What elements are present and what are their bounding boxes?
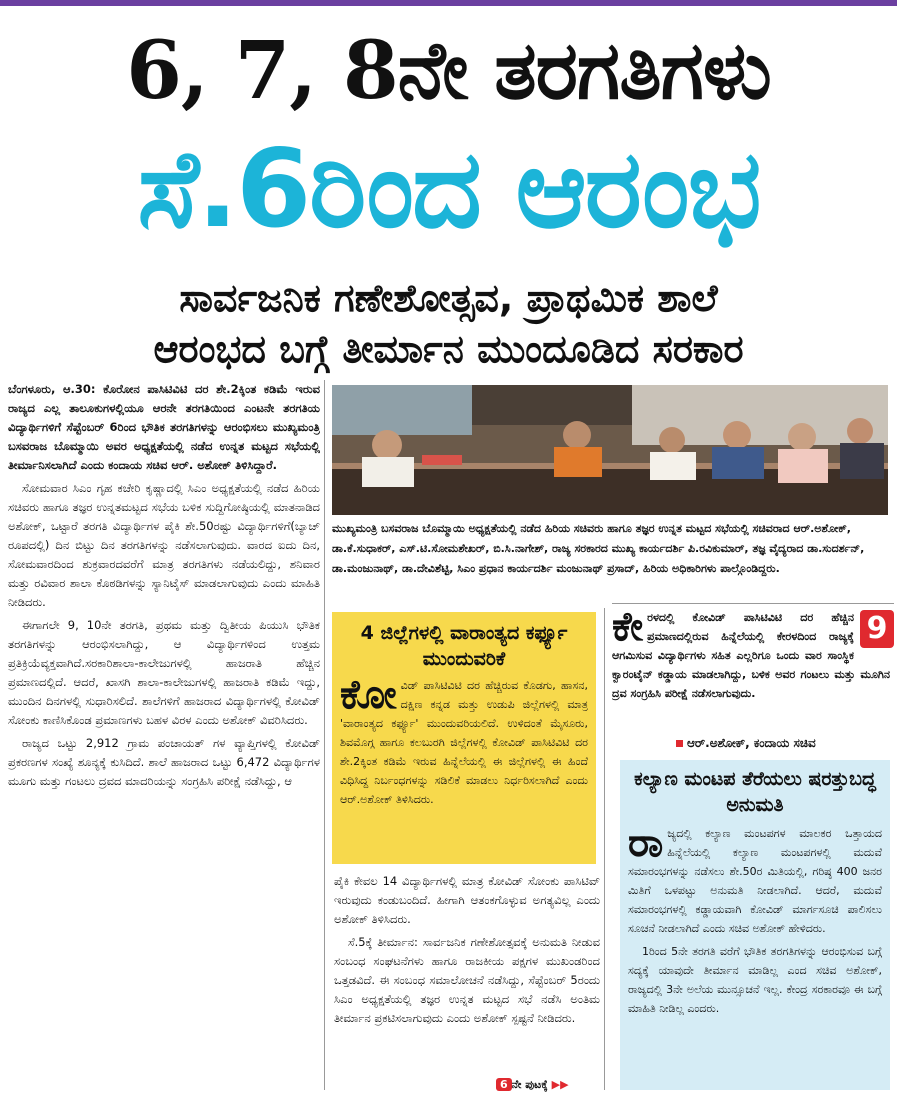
continued-page-number: 6 [496, 1078, 512, 1091]
byline-text: ಆರ್.ಅಶೋಕ್, ಕಂದಾಯ ಸಚಿವ [687, 736, 816, 750]
subheadline-line-2: ಆರಂಭದ ಬಗ್ಗೆ ತೀರ್ಮಾನ ಮುಂದೂಡಿದ ಸರಕಾರ [153, 327, 744, 371]
kerala-body: ರಳದಲ್ಲಿ ಕೋವಿಡ್ ಪಾಸಿಟಿವಿಟಿ ದರ ಹೆಚ್ಚಿನ ಪ್ರಮಾಣದಲ್ಲಿರುವ ಹಿನ್ನೆಲೆಯಲ್ಲಿ ಕೇರಳದಿಂದ ರಾಜ್ಯಕ್ಕೆ ಆಗಮಿಸುವ ವಿದ್ಯಾರ್ಥಿಗಳು ಸಹಿತ ಎಲ್ಲರಿಗೂ ಒಂದು ವಾರ ಸಾಂಸ್ಥಿಕ ಕ್ವಾರಂಟೈನ್ ಕಡ್ಡಾಯ ಮಾಡಲಾಗಿದ್ದು, ಬಳಿಕ ಅವರ ಗಂಟಲು ಮತ್ತು ಮೂಗಿನ ದ್ರವ ಸಂಗ್ರಹಿಸಿ ಪರೀಕ್ಷೆ ನಡೆಸಲಾಗುವುದು. [612, 611, 890, 700]
curfew-dropcap: ಕೋ [340, 672, 397, 718]
wedding-hall-paragraph: 1ರಿಂದ 5ನೇ ತರಗತಿ ವರೆಗೆ ಭೌತಿಕ ತರಗತಿಗಳನ್ನು ಆರಂಭಿಸುವ ಬಗ್ಗೆ ಸದ್ಯಕ್ಕೆ ಯಾವುದೇ ತೀರ್ಮಾನ ಮಾಡಿಲ್ಲ ಎಂದ ಸಚಿವ ಅಶೋಕ್, ರಾಜ್ಯದಲ್ಲಿ 3ನೇ ಅಲೆಯ ಮುನ್ಸೂಚನೆ ಇಲ್ಲ. ಕೇಂದ್ರ ಸರಕಾರವೂ ಈ ಬಗ್ಗೆ ಮಾಹಿತಿ ನೀಡಿಲ್ಲ ಎಂದರು. [628, 945, 882, 1015]
meeting-photo-illustration [332, 385, 888, 515]
curfew-sidebar-title: 4 ಜಿಲ್ಲೆಗಳಲ್ಲಿ ವಾರಾಂತ್ಯದ ಕರ್ಫ್ಯೂ ಮುಂದುವರಿಕೆ [360, 622, 568, 670]
top-color-bar [0, 0, 897, 6]
wedding-hall-sidebar [620, 760, 890, 1090]
main-article-paragraph: ಈಗಾಗಲೇ 9, 10ನೇ ತರಗತಿ, ಪ್ರಥಮ ಮತ್ತು ದ್ವಿತೀಯ ಪಿಯುಸಿ ಭೌತಿಕ ತರಗತಿಗಳನ್ನು ಆರಂಭಿಸಲಾಗಿದ್ದು, ಆ ವಿದ್ಯಾರ್ಥಿಗಳಿಂದ ಉತ್ತಮ ಪ್ರತಿಕ್ರಿಯೆವ್ಯಕ್ತವಾಗಿದೆ.ಸರಕಾರಿಶಾಲಾ-ಕಾಲೇಜುಗಳಲ್ಲಿ ಹಾಜರಾತಿ ಹೆಚ್ಚಿನ ಪ್ರಮಾಣದಲ್ಲಿದೆ. ಆದರೆ, ಖಾಸಗಿ ಶಾಲಾ-ಕಾಲೇಜುಗಳಲ್ಲಿ ಹಾಜರಾತಿ ಕಡಿಮೆ ಇದ್ದು, ಮುಂದಿನ ದಿನಗಳಲ್ಲಿ ಸುಧಾರಿಸಲಿದೆ. ಶಾಲೆಗಳಿಗೆ ಹಾಜರಾದ ವಿದ್ಯಾರ್ಥಿಗಳಲ್ಲಿ ಕೋವಿಡ್ ಸೋಂಕು ಕಾಣಿಸಿಕೊಂಡ ಪ್ರಮಾಣಗಳು ಬಹಳ ವಿರಳ ಎಂದು ಅಶೋಕ್ ವಿವರಿಸಿದರು. [8, 618, 320, 727]
kerala-quarantine-text [612, 608, 894, 703]
main-article-paragraph: ಸೋಮವಾರ ಸಿಎಂ ಗೃಹ ಕಚೇರಿ ಕೃಷ್ಣಾದಲ್ಲಿ ಸಿಎಂ ಅಧ್ಯಕ್ಷತೆಯಲ್ಲಿ ನಡೆದ ಹಿರಿಯ ಸಚಿವರು ಹಾಗೂ ತಜ್ಞರ ಉನ್ನತಮಟ್ಟದ ಸಭೆಯ ಬಳಿಕ ಸುದ್ದಿಗೋಷ್ಠಿಯಲ್ಲಿ ಮಾತನಾಡಿದ ಅಶೋಕ್, ಒಟ್ಟಾರೆ ತರಗತಿ ವಿದ್ಯಾರ್ಥಿಗಳ ಪೈಕಿ ಶೇ.50ರಷ್ಟು ವಿದ್ಯಾರ್ಥಿಗಳಿಗೆ(ಬ್ಯಾಚ್ ರೂಪದಲ್ಲಿ) ದಿನ ಬಿಟ್ಟು ದಿನ ತರಗತಿಗಳನ್ನು ನಡೆಸಲಾಗುವುದು. ವಾರದ ಐದು ದಿನ, ಸೋಮವಾರದಿಂದ ಶುಕ್ರವಾರದವರೆಗೆ ಮಾತ್ರ ತರಗತಿಗಳು ನಡೆಯಲಿದ್ದು, ಶನಿವಾರ ಮತ್ತು ರವಿವಾರ ಶಾಲಾ ಕೊಠಡಿಗಳನ್ನು ಸ್ಯಾನಿಟೈಸ್ ಮಾಡಲಾಗುವುದು ಎಂದು ಮಾಹಿತಿ ನೀಡಿದರು. [8, 481, 320, 609]
wedding-hall-body [620, 822, 890, 1024]
wedding-hall-title: ಕಲ್ಯಾಣ ಮಂಟಪ ತೆರೆಯಲು ಷರತ್ತುಬದ್ಧ ಅನುಮತಿ [634, 768, 876, 816]
square-bullet-icon [676, 740, 683, 747]
column-divider [324, 380, 325, 1090]
continued-on-page [496, 1078, 569, 1092]
channel-badge: 9 [860, 610, 894, 648]
curfew-sidebar-text: ವಿಡ್ ಪಾಸಿಟಿವಿಟಿ ದರ ಹೆಚ್ಚಿರುವ ಕೊಡಗು, ಹಾಸನ, ದಕ್ಷಿಣ ಕನ್ನಡ ಮತ್ತು ಉಡುಪಿ ಜಿಲ್ಲೆಗಳಲ್ಲಿ ಮಾತ್ರ 'ವಾರಾಂತ್ಯದ ಕರ್ಫ್ಯೂ' ಮುಂದುವರಿಯಲಿದೆ. ಉಳಿದಂತೆ ಮೈಸೂರು, ಶಿವಮೊಗ್ಗ ಹಾಗೂ ಕಲಬುರಗಿ ಜಿಲ್ಲೆಗಳಲ್ಲಿ ಕೋವಿಡ್ ಪಾಸಿಟಿವಿಟಿ ದರ ಶೇ.2ಕ್ಕಿಂತ ಕಡಿಮೆ ಇರುವ ಹಿನ್ನೆಲೆಯಲ್ಲಿ ಈ ಜಿಲ್ಲೆಗಳಲ್ಲಿ ಈ ಹಿಂದೆ ವಿಧಿಸಿದ್ದ ನಿರ್ಬಂಧಗಳನ್ನು ಸಡಿಲಿಕೆ ಮಾಡಲು ನಿರ್ಧರಿಸಲಾಗಿದೆ ಎಂದು ಆರ್.ಅಶೋಕ್ ತಿಳಿಸಿದರು. [340, 679, 588, 806]
section-divider [612, 603, 894, 604]
headline-line-1: 6, 7, 8ನೇ ತರಗತಿಗಳು [126, 23, 771, 117]
second-article-column [334, 872, 600, 1090]
main-article-paragraph: ಬೆಂಗಳೂರು, ಆ.30: ಕೊರೋನ ಪಾಸಿಟಿವಿಟಿ ದರ ಶೇ.2ಕ್ಕಿಂತ ಕಡಿಮೆ ಇರುವ ರಾಜ್ಯದ ಎಲ್ಲ ತಾಲೂಕುಗಳಲ್ಲಿಯೂ ಆರನೇ ತರಗತಿಯಿಂದ ಎಂಟನೇ ತರಗತಿಯ ವಿದ್ಯಾರ್ಥಿಗಳಿಗೆ ಸೆಪ್ಟೆಂಬರ್ 6ರಿಂದ ಭೌತಿಕ ತರಗತಿಗಳನ್ನು ಆರಂಭಿಸಲು ಮುಖ್ಯಮಂತ್ರಿ ಬಸವರಾಜ ಬೊಮ್ಮಾಯಿ ಅವರ ಅಧ್ಯಕ್ಷತೆಯಲ್ಲಿ ನಡೆದ ಉನ್ನತ ಮಟ್ಟದ ಸಭೆಯಲ್ಲಿ ತೀರ್ಮಾನಿಸಲಾಗಿದೆ ಎಂದು ಕಂದಾಯ ಸಚಿವ ಆರ್. ಅಶೋಕ್ ತಿಳಿಸಿದ್ದಾರೆ. [8, 382, 320, 472]
curfew-sidebar [332, 612, 596, 864]
photo-caption: ಮುಖ್ಯಮಂತ್ರಿ ಬಸವರಾಜ ಬೊಮ್ಮಾಯಿ ಅಧ್ಯಕ್ಷತೆಯಲ್ಲಿ ನಡೆದ ಹಿರಿಯ ಸಚಿವರು ಹಾಗೂ ತಜ್ಞರ ಉನ್ನತ ಮಟ್ಟದ ಸಭೆಯಲ್ಲಿ ಸಚಿವರಾದ ಆರ್.ಅಶೋಕ್, ಡಾ.ಕೆ.ಸುಧಾಕರ್, ಎಸ್.ಟಿ.ಸೋಮಶೇಖರ್, ಬಿ.ಸಿ.ನಾಗೇಶ್, ರಾಜ್ಯ ಸರಕಾರದ ಮುಖ್ಯ ಕಾರ್ಯದರ್ಶಿ ಪಿ.ರವಿಕುಮಾರ್, ತಜ್ಞ ವೈದ್ಯರಾದ ಡಾ.ಸುದರ್ಶನ್, ಡಾ.ಮಂಜುನಾಥ್, ಡಾ.ದೇವಿಶೆಟ್ಟಿ, ಸಿಎಂ ಪ್ರಧಾನ ಕಾರ್ಯದರ್ಶಿ ಮಂಜುನಾಥ್ ಪ್ರಸಾದ್, ಹಿರಿಯ ಅಧಿಕಾರಿಗಳು ಪಾಲ್ಗೊಂಡಿದ್ದರು. [332, 522, 865, 575]
second-article-paragraph: ಪೈಕಿ ಕೇವಲ 14 ವಿದ್ಯಾರ್ಥಿಗಳಲ್ಲಿ ಮಾತ್ರ ಕೋವಿಡ್ ಸೋಂಕು ಪಾಸಿಟಿವ್ ಇರುವುದು ಕಂಡುಬಂದಿದೆ. ಹೀಗಾಗಿ ಆತಂಕಗೊಳ್ಳುವ ಅಗತ್ಯವಿಲ್ಲ ಎಂದು ಅಶೋಕ್ ತಿಳಿಸಿದರು. [334, 874, 600, 926]
main-article-column [8, 380, 320, 1090]
continue-arrow-icon: ▶▶ [551, 1078, 569, 1091]
kerala-dropcap: ಕೇ [612, 608, 644, 650]
subheadline-line-1: ಸಾರ್ವಜನಿಕ ಗಣೇಶೋತ್ಸವ, ಪ್ರಾಥಮಿಕ ಶಾಲೆ [179, 276, 718, 320]
wedding-dropcap: ರಾ [628, 820, 664, 866]
headline-line-2: ಸೆ.6ರಿಂದ ಆರಂಭ [137, 127, 760, 252]
wedding-hall-text: ಜ್ಯದಲ್ಲಿ ಕಲ್ಯಾಣ ಮಂಟಪಗಳ ಮಾಲಕರ ಒತ್ತಾಯದ ಹಿನ್ನೆಲೆಯಲ್ಲಿ ಕಲ್ಯಾಣ ಮಂಟಪಗಳಲ್ಲಿ ಮದುವೆ ಸಮಾರಂಭಗಳನ್ನು ನಡೆಸಲು ಶೇ.50ರ ಮಿತಿಯಲ್ಲಿ, ಗರಿಷ್ಠ 400 ಜನರ ಮಿತಿಗೆ ಒಳಪಟ್ಟು ಅನುಮತಿ ನೀಡಲಾಗಿದೆ. ಆದರೆ, ಮದುವೆ ಸಮಾರಂಭಗಳಲ್ಲಿ ಕಡ್ಡಾಯವಾಗಿ ಕೋವಿಡ್ ಮಾರ್ಗಸೂಚಿ ಪಾಲಿಸಲು ಸೂಚನೆ ನೀಡಲಾಗಿದೆ ಎಂದು ಸಚಿವ ಅಶೋಕ್ ಹೇಳಿದರು. [628, 827, 882, 935]
main-article-paragraph: ರಾಜ್ಯದ ಒಟ್ಟು 2,912 ಗ್ರಾಮ ಪಂಚಾಯತ್ ಗಳ ವ್ಯಾಪ್ತಿಗಳಲ್ಲಿ ಕೋವಿಡ್ ಪ್ರಕರಣಗಳ ಸಂಖ್ಯೆ ಶೂನ್ಯಕ್ಕೆ ಕುಸಿದಿದೆ. ಶಾಲೆ ಹಾಜರಾದ ಒಟ್ಟು 6,472 ವಿದ್ಯಾರ್ಥಿಗಳ ಮೂಗು ಮತ್ತು ಗಂಟಲು ದ್ರವದ ಮಾದರಿಯನ್ನು ಸಂಗ್ರಹಿಸಿ ಪರೀಕ್ಷೆ ನಡೆಸಿದ್ದು, ಆ [8, 736, 320, 788]
quote-byline [676, 736, 890, 751]
continued-page-label: ನೇ ಪುಟಕ್ಕೆ [511, 1078, 548, 1091]
wedding-hall-paragraph [628, 820, 882, 938]
meeting-photo [332, 385, 888, 515]
column-divider [604, 608, 605, 1090]
second-article-paragraph: ಸೆ.5ಕ್ಕೆ ತೀರ್ಮಾನ: ಸಾರ್ವಜನಿಕ ಗಣೇಶೋತ್ಸವಕ್ಕೆ ಅನುಮತಿ ನೀಡುವ ಸಂಬಂಧ ಸಂಘಟನೆಗಳು ಹಾಗೂ ರಾಜಕೀಯ ಪಕ್ಷಗಳ ಮುಖಂಡರಿಂದ ಒತ್ತಡವಿದೆ. ಈ ಸಂಬಂಧ ಸಮಾಲೋಚನೆ ನಡೆಸಿದ್ದು, ಸೆಪ್ಟೆಂಬರ್ 5ರಂದು ಸಿಎಂ ಅಧ್ಯಕ್ಷತೆಯಲ್ಲಿ ತಜ್ಞರ ಉನ್ನತ ಮಟ್ಟದ ಸಭೆ ನಡೆಸಿ ಅಂತಿಮ ತೀರ್ಮಾನ ಪ್ರಕಟಿಸಲಾಗುವುದು ಎಂದು ಅಶೋಕ್ ಸ್ಪಷ್ಟನೆ ನೀಡಿದರು. [334, 935, 600, 1025]
curfew-sidebar-body [332, 674, 596, 811]
